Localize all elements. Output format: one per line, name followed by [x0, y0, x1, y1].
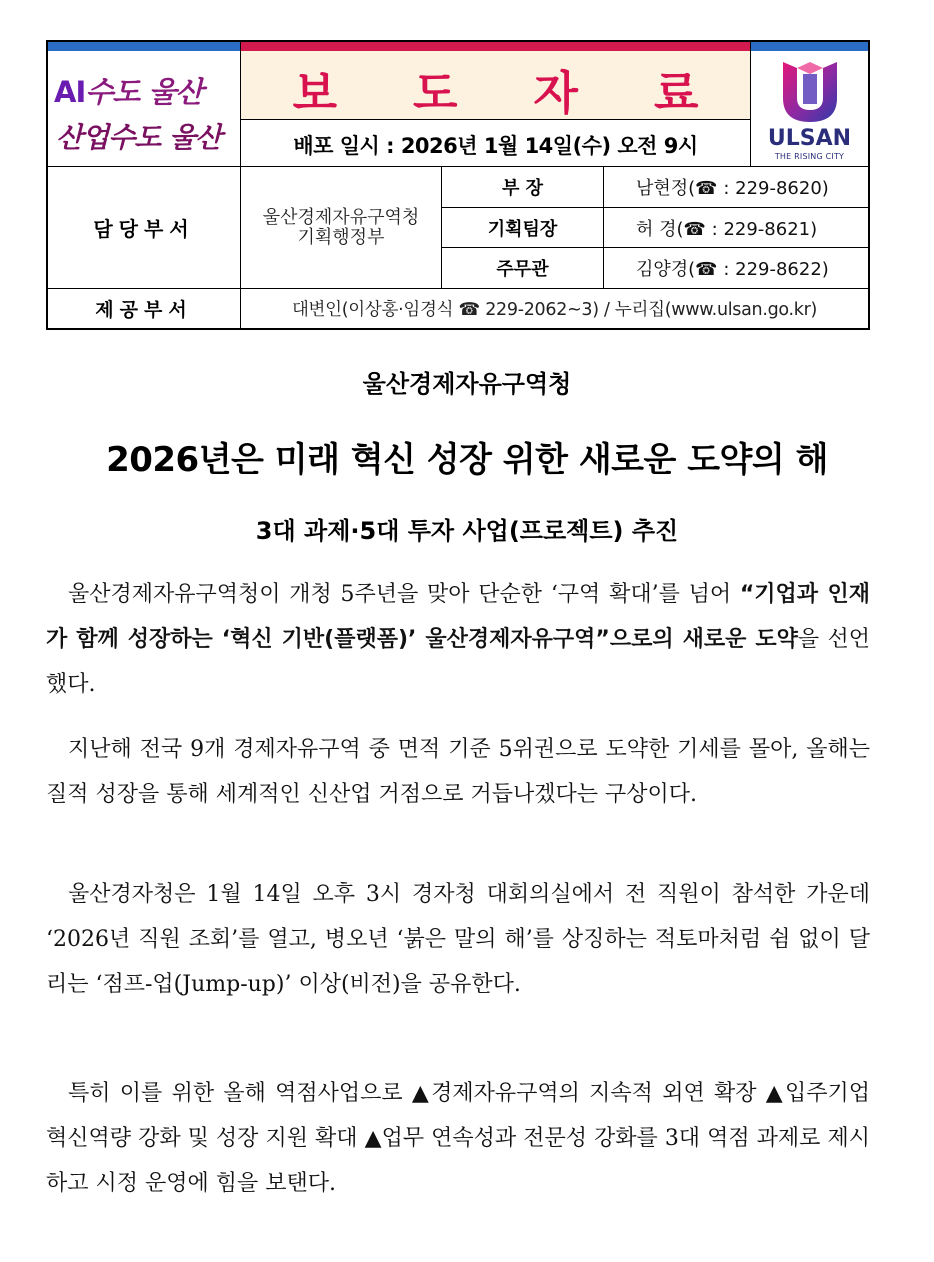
role-director: 부 장 [442, 167, 604, 207]
ulsan-tagline: THE RISING CITY [774, 152, 845, 161]
title-band [241, 51, 750, 120]
release-date: 배포 일시 : 2026년 1월 14일(수) 오전 9시 [293, 134, 698, 158]
provider-info: 대변인(이상홍·임경식 ☎ 229-2062~3) / 누리집(www.ulsan.go.kr) [291, 300, 818, 320]
contact-officer: 김양경(☎ : 229-8622) [636, 259, 829, 280]
paragraph-3-text: 울산경자청은 1월 14일 오후 3시 경자청 대회의실에서 전 직원이 참석한 가운데 ‘2026년 직원 조회’를 열고, 병오년 ‘붉은 말의 해’를 상징하는 적토마처럼 쉼 없이 달리는 ‘점프-업(Jump-up)’ 이상(비전)을 공유한다. [46, 882, 870, 997]
slogan-line-2: 산업수도 울산 [56, 121, 222, 154]
title-block [241, 42, 751, 166]
ulsan-u-icon [781, 58, 839, 124]
slogan-logo [48, 42, 241, 166]
organization-name: 울산경제자유구역청 [362, 370, 572, 398]
role-officer: 주무관 [442, 248, 604, 288]
paragraph-1-tail: 을 선언했다. [46, 627, 871, 697]
paragraph-4 [46, 1071, 870, 1206]
paragraph-2-text: 지난해 전국 9개 경제자유구역 중 면적 기준 5위권으로 도약한 기세를 몰아, 올해는 질적 성장을 통해 세계적인 신산업 거점으로 거듭나겠다는 구상이다. [46, 737, 870, 807]
press-release-header [46, 40, 870, 330]
paragraph-2 [46, 727, 870, 817]
paragraph-1 [46, 572, 870, 707]
department-label: 담당부서 [48, 167, 241, 288]
ulsan-wordmark: ULSAN [767, 126, 852, 151]
press-release-title: 보 도 자 료 [292, 66, 729, 120]
subheadline: 3대 과제·5대 투자 사업(프로젝트) 추진 [255, 517, 679, 545]
role-team-leader: 기획팀장 [442, 208, 604, 248]
paragraph-3 [46, 872, 870, 1007]
provider-label: 제공부서 [48, 289, 241, 328]
contact-team-leader: 허 경(☎ : 229-8621) [636, 219, 818, 240]
slogan-line-1 [54, 70, 202, 111]
department-name [241, 167, 442, 288]
headline: 2026년은 미래 혁신 성장 위한 새로운 도약의 해 [106, 440, 828, 480]
department-name-line-2: 기획행정부 [297, 226, 385, 248]
paragraph-1-lead: 울산경제자유구역청이 개청 5주년을 맞아 단순한 ‘구역 확대’를 넘어 [68, 582, 740, 607]
slogan-line-1-text: 수도 울산 [85, 75, 203, 109]
header-top-row [48, 42, 868, 167]
department-name-line-1: 울산경제자유구역청 [262, 206, 420, 228]
slogan-ai: AI [54, 75, 86, 109]
blue-stripe-right [751, 42, 868, 51]
paragraph-1-emphasis: “기업과 인재가 함께 성장하는 ‘혁신 기반(플랫폼)’ 울산경제자유구역”으로의 새로운 도약 [46, 582, 870, 652]
blue-stripe [48, 42, 240, 51]
ulsan-city-logo [751, 42, 868, 166]
department-row [48, 167, 868, 289]
paragraph-4-text: 특히 이를 위한 올해 역점사업으로 ▲경제자유구역의 지속적 외연 확장 ▲입주기업 혁신역량 강화 및 성장 지원 확대 ▲업무 연속성과 전문성 강화를 3대 역점 과제로 제시하고 시정 운영에 힘을 보탠다. [46, 1081, 870, 1196]
red-stripe [241, 42, 750, 51]
contact-director: 남현정(☎ : 229-8620) [636, 178, 829, 199]
provider-row [48, 289, 868, 328]
